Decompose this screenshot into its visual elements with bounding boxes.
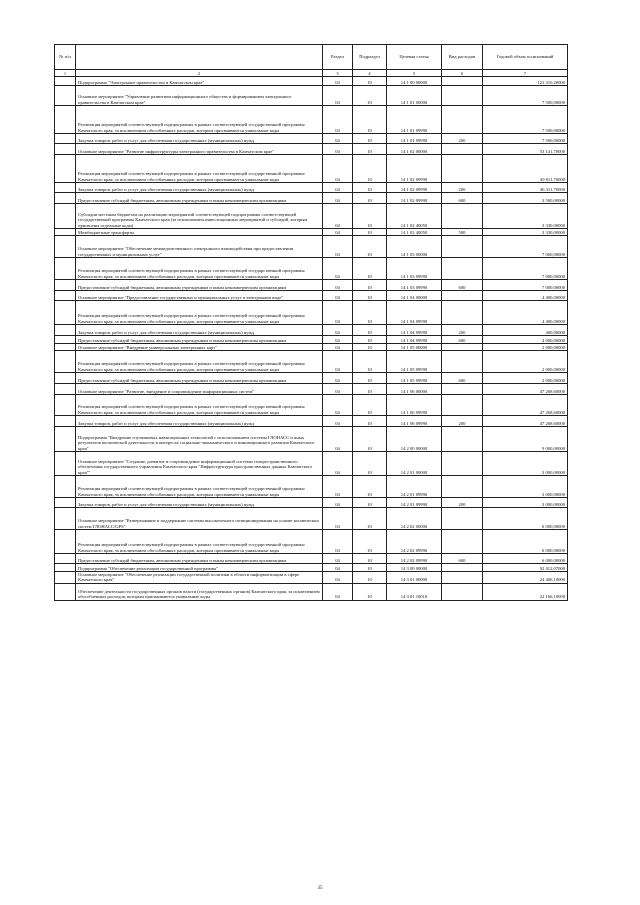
subsection-code-cell: 10 [353, 583, 387, 600]
row-number-cell [55, 106, 76, 134]
amount-cell: 3 000,00000 [483, 476, 568, 498]
expense-type-cell [442, 583, 483, 600]
expense-type-cell [442, 291, 483, 301]
expense-type-cell [442, 77, 483, 86]
amount-cell: 2 000,00000 [483, 373, 568, 384]
section-code-cell: 04 [323, 280, 353, 291]
expense-type-cell [442, 144, 483, 155]
table-body [55, 77, 568, 601]
amount-cell: 47 268,60000 [483, 395, 568, 416]
column-number: 3 [323, 70, 353, 77]
subsection-code-cell: 10 [353, 384, 387, 395]
subsection-code-cell: 10 [353, 280, 387, 291]
row-number-cell [55, 77, 76, 86]
header-amount: Годовой объем ассигнований [483, 45, 568, 70]
table-row [55, 77, 568, 86]
target-article-cell: 14 2 02 09990 [387, 554, 442, 564]
table-row [55, 427, 568, 452]
section-code-cell: 04 [323, 258, 353, 280]
expense-type-cell [442, 452, 483, 476]
item-name-cell: Предоставление субсидий бюджетным, автономным учреждениям и иным некоммерческим организациям [76, 193, 323, 204]
table-row [55, 336, 568, 344]
amount-cell: 6 000,00000 [483, 554, 568, 564]
target-article-cell: 14 1 02 09990 [387, 193, 442, 204]
column-number: 1 [55, 70, 76, 77]
column-number: 2 [76, 70, 323, 77]
amount-cell: 2 000,00000 [483, 351, 568, 373]
expense-type-cell [442, 427, 483, 452]
item-name-cell: Основное мероприятие "Управление развитием информационного общества и формированием электронного правительства в Камчатском крае" [76, 86, 323, 106]
expense-type-cell: 200 [442, 416, 483, 427]
table-row [55, 301, 568, 325]
subsection-code-cell: 10 [353, 452, 387, 476]
expense-type-cell [442, 384, 483, 395]
subsection-code-cell: 10 [353, 106, 387, 134]
row-number-cell [55, 204, 76, 229]
row-number-cell [55, 325, 76, 336]
item-name-cell: Реализация мероприятий соответствующей подпрограммы в рамках соответствующей государственной программы Камчатского края, за исключением обособленных расходов, которым присваиваются уникальные коды [76, 395, 323, 416]
expense-type-cell [442, 301, 483, 325]
table-row [55, 106, 568, 134]
section-code-cell: 04 [323, 86, 353, 106]
amount-cell: 49 811,70000 [483, 155, 568, 183]
item-name-cell: Предоставление субсидий бюджетным, автономным учреждениям и иным некоммерческим организациям [76, 336, 323, 344]
subsection-code-cell: 10 [353, 530, 387, 554]
table-row [55, 498, 568, 508]
item-name-cell: Закупка товаров, работ и услуг для обеспечения государственных (муниципальных) нужд [76, 325, 323, 336]
header-target-article: Целевая статья [387, 45, 442, 70]
item-name-cell: Реализация мероприятий соответствующей подпрограммы в рамках соответствующей государственной программы Камчатского края, за исключением обособленных расходов, которым присваиваются уникальные коды [76, 301, 323, 325]
table-header-row [55, 45, 568, 70]
subsection-code-cell: 10 [353, 416, 387, 427]
subsection-code-cell: 10 [353, 325, 387, 336]
target-article-cell: 14 2 00 00000 [387, 427, 442, 452]
expense-type-cell [442, 344, 483, 351]
row-number-cell [55, 508, 76, 530]
table-row [55, 395, 568, 416]
item-name-cell: Субсидии местным бюджетам на реализацию мероприятий соответствующей подпрограммы соответствующей государственной программы Камчатского края (за исключением инвестиционных мероприятий и субсидий, которым присвоены отдельные коды) [76, 204, 323, 229]
subsection-code-cell: 10 [353, 572, 387, 584]
section-code-cell: 04 [323, 476, 353, 498]
header-razdel: Раздел [323, 45, 353, 70]
column-number: 7 [483, 70, 568, 77]
table-row [55, 258, 568, 280]
expense-type-cell: 600 [442, 554, 483, 564]
row-number-cell [55, 183, 76, 193]
column-number-row [55, 70, 568, 77]
item-name-cell: Предоставление субсидий бюджетным, автономным учреждениям и иным некоммерческим организациям [76, 554, 323, 564]
table-row [55, 476, 568, 498]
expense-type-cell [442, 530, 483, 554]
row-number-cell [55, 291, 76, 301]
expense-type-cell: 600 [442, 336, 483, 344]
target-article-cell: 14 3 01 00000 [387, 572, 442, 584]
table-row [55, 416, 568, 427]
expense-type-cell [442, 236, 483, 258]
row-number-cell [55, 554, 76, 564]
amount-cell: 92 412,07000 [483, 564, 568, 572]
target-article-cell: 14 1 02 40050 [387, 229, 442, 236]
expense-type-cell [442, 204, 483, 229]
item-name-cell: Основное мероприятие "Развитие, внедрение и сопровождение информационных систем" [76, 384, 323, 395]
subsection-code-cell: 10 [353, 183, 387, 193]
target-article-cell: 14 1 01 09990 [387, 106, 442, 134]
target-article-cell: 14 1 01 00000 [387, 86, 442, 106]
table-row [55, 373, 568, 384]
section-code-cell: 04 [323, 204, 353, 229]
section-code-cell: 04 [323, 134, 353, 144]
amount-cell: 3 000,00000 [483, 452, 568, 476]
budget-table [54, 44, 568, 601]
amount-cell: 7 500,00000 [483, 86, 568, 106]
row-number-cell [55, 373, 76, 384]
section-code-cell: 04 [323, 395, 353, 416]
row-number-cell [55, 134, 76, 144]
target-article-cell: 14 1 04 09990 [387, 301, 442, 325]
table-row [55, 554, 568, 564]
amount-cell: 4 000,00000 [483, 336, 568, 344]
target-article-cell: 14 3 01 10010 [387, 583, 442, 600]
expense-type-cell: 200 [442, 183, 483, 193]
subsection-code-cell: 10 [353, 77, 387, 86]
target-article-cell: 14 2 02 09990 [387, 530, 442, 554]
row-number-cell [55, 351, 76, 373]
subsection-code-cell: 10 [353, 229, 387, 236]
section-code-cell: 04 [323, 427, 353, 452]
section-code-cell: 04 [323, 351, 353, 373]
row-number-cell [55, 583, 76, 600]
expense-type-cell [442, 106, 483, 134]
amount-cell: 9 000,00000 [483, 427, 568, 452]
target-article-cell: 14 2 01 09990 [387, 498, 442, 508]
expense-type-cell: 500 [442, 229, 483, 236]
target-article-cell: 14 1 06 00000 [387, 384, 442, 395]
header-name [76, 45, 323, 70]
item-name-cell: Подпрограмма "Электронное правительство в Камчатском крае" [76, 77, 323, 86]
row-number-cell [55, 336, 76, 344]
column-number: 5 [387, 70, 442, 77]
expense-type-cell: 200 [442, 498, 483, 508]
section-code-cell: 04 [323, 155, 353, 183]
target-article-cell: 14 1 02 09990 [387, 183, 442, 193]
amount-cell: 7 000,00000 [483, 258, 568, 280]
row-number-cell [55, 395, 76, 416]
item-name-cell: Реализация мероприятий соответствующей подпрограммы в рамках соответствующей государственной программы Камчатского края, за исключением обособленных расходов, которым присваиваются уникальные коды [76, 530, 323, 554]
table-row [55, 583, 568, 600]
target-article-cell: 14 1 01 09990 [387, 134, 442, 144]
amount-cell: 7 500,00000 [483, 106, 568, 134]
expense-type-cell: 200 [442, 134, 483, 144]
item-name-cell: Основное мероприятие "Обеспечение межведомственного электронного взаимодействия при предоставлении государственных и муниципальных услуг" [76, 236, 323, 258]
subsection-code-cell: 10 [353, 86, 387, 106]
column-number: 6 [442, 70, 483, 77]
item-name-cell: Основное мероприятие "Обеспечение реализации государственной политики в области информатизации в сфере Камчатского края" [76, 572, 323, 584]
amount-cell: 4 400,00000 [483, 301, 568, 325]
subsection-code-cell: 10 [353, 476, 387, 498]
row-number-cell [55, 301, 76, 325]
table-row [55, 384, 568, 395]
table-row [55, 572, 568, 584]
amount-cell: 121 310,20000 [483, 77, 568, 86]
item-name-cell: Основное мероприятие "Создание, развитие и сопровождение информационной системы геопространственного обеспечения государственного управления Камчатского края "Инфраструктура пространственных данных Камчатского края"" [76, 452, 323, 476]
section-code-cell: 04 [323, 452, 353, 476]
row-number-cell [55, 86, 76, 106]
section-code-cell: 04 [323, 291, 353, 301]
table-row [55, 155, 568, 183]
subsection-code-cell: 10 [353, 373, 387, 384]
section-code-cell: 04 [323, 583, 353, 600]
section-code-cell: 04 [323, 344, 353, 351]
row-number-cell [55, 144, 76, 155]
expense-type-cell [442, 508, 483, 530]
row-number-cell [55, 452, 76, 476]
item-name-cell: Реализация мероприятий соответствующей подпрограммы в рамках соответствующей государственной программы Камчатского края, за исключением обособленных расходов, которым присваиваются уникальные коды [76, 258, 323, 280]
expense-type-cell: 600 [442, 373, 483, 384]
table-row [55, 351, 568, 373]
item-name-cell: Закупка товаров, работ и услуг для обеспечения государственных (муниципальных) нужд [76, 498, 323, 508]
table-row [55, 530, 568, 554]
amount-cell: 7 000,00000 [483, 236, 568, 258]
target-article-cell: 14 1 02 09990 [387, 155, 442, 183]
expense-type-cell: 600 [442, 193, 483, 204]
subsection-code-cell: 10 [353, 301, 387, 325]
section-code-cell: 04 [323, 301, 353, 325]
section-code-cell: 04 [323, 554, 353, 564]
section-code-cell: 04 [323, 106, 353, 134]
subsection-code-cell: 10 [353, 351, 387, 373]
amount-cell: 3 330,00000 [483, 229, 568, 236]
expense-type-cell: 200 [442, 325, 483, 336]
row-number-cell [55, 258, 76, 280]
header-num: № п/п [55, 45, 76, 70]
amount-cell: 53 141,70000 [483, 144, 568, 155]
item-name-cell: Закупка товаров, работ и услуг для обеспечения государственных (муниципальных) нужд [76, 183, 323, 193]
amount-cell: 6 000,00000 [483, 530, 568, 554]
section-code-cell: 04 [323, 77, 353, 86]
item-name-cell: Предоставление субсидий бюджетным, автономным учреждениям и иным некоммерческим организациям [76, 280, 323, 291]
subsection-code-cell: 10 [353, 395, 387, 416]
table-row [55, 183, 568, 193]
row-number-cell [55, 384, 76, 395]
target-article-cell: 14 1 06 09990 [387, 395, 442, 416]
header-podrazdel: Подраздел [353, 45, 387, 70]
target-article-cell: 14 2 01 00000 [387, 452, 442, 476]
item-name-cell: Подпрограмма "Обеспечение реализации государственной программы" [76, 564, 323, 572]
item-name-cell: Обеспечение деятельности государственных органов власти (государственных органов) Камчатского края, за исключением обособленных расходов, которым присваиваются уникальные коды. [76, 583, 323, 600]
target-article-cell: 14 1 05 00000 [387, 344, 442, 351]
subsection-code-cell: 10 [353, 344, 387, 351]
row-number-cell [55, 229, 76, 236]
item-name-cell: Реализация мероприятий соответствующей подпрограммы в рамках соответствующей государственной программы Камчатского края, за исключением обособленных расходов, которым присваиваются уникальные коды [76, 155, 323, 183]
section-code-cell: 04 [323, 416, 353, 427]
subsection-code-cell: 10 [353, 554, 387, 564]
amount-cell: 6 000,00000 [483, 508, 568, 530]
table-row [55, 508, 568, 530]
target-article-cell: 14 1 02 00000 [387, 144, 442, 155]
item-name-cell: Реализация мероприятий соответствующей подпрограммы в рамках соответствующей государственной программы Камчатского края, за исключением обособленных расходов, которым присваиваются уникальные коды [76, 106, 323, 134]
item-name-cell: Реализация мероприятий соответствующей подпрограммы в рамках соответствующей государственной программы Камчатского края, за исключением обособленных расходов, которым присваиваются уникальные коды [76, 476, 323, 498]
item-name-cell: Основное мероприятие "Развитие инфраструктуры электронного правительства в Камчатском крае" [76, 144, 323, 155]
target-article-cell: 14 1 00 00000 [387, 77, 442, 86]
subsection-code-cell: 10 [353, 236, 387, 258]
subsection-code-cell: 10 [353, 564, 387, 572]
expense-type-cell [442, 572, 483, 584]
expense-type-cell [442, 564, 483, 572]
row-number-cell [55, 564, 76, 572]
item-name-cell: Межбюджетные трансферты [76, 229, 323, 236]
amount-cell: 7 000,00000 [483, 280, 568, 291]
expense-type-cell: 600 [442, 280, 483, 291]
subsection-code-cell: 10 [353, 155, 387, 183]
amount-cell: 3 500,00000 [483, 193, 568, 204]
table-row [55, 193, 568, 204]
table-row [55, 204, 568, 229]
amount-cell: 4 400,00000 [483, 291, 568, 301]
row-number-cell [55, 193, 76, 204]
section-code-cell: 04 [323, 236, 353, 258]
section-code-cell: 04 [323, 144, 353, 155]
target-article-cell: 14 2 01 09990 [387, 476, 442, 498]
header-expense-type: Вид расходов [442, 45, 483, 70]
subsection-code-cell: 10 [353, 508, 387, 530]
section-code-cell: 04 [323, 530, 353, 554]
section-code-cell: 04 [323, 508, 353, 530]
amount-cell: 2 000,00000 [483, 344, 568, 351]
item-name-cell: Основное мероприятие "Предоставление государственных и муниципальных услуг в электронном виде" [76, 291, 323, 301]
subsection-code-cell: 10 [353, 144, 387, 155]
table-row [55, 291, 568, 301]
table-row [55, 134, 568, 144]
item-name-cell: Подпрограмма "Внедрение спутниковых навигационных технологий с использованием системы ГЛОНАСС и иных результатов космической деятельности в интересах социально-экономического и инновационного развития Камчатского края" [76, 427, 323, 452]
table-row [55, 564, 568, 572]
table-row [55, 325, 568, 336]
target-article-cell: 14 1 04 09990 [387, 325, 442, 336]
target-article-cell: 14 1 02 40050 [387, 204, 442, 229]
section-code-cell: 04 [323, 373, 353, 384]
section-code-cell: 04 [323, 572, 353, 584]
row-number-cell [55, 416, 76, 427]
amount-cell: 3 330,00000 [483, 204, 568, 229]
section-code-cell: 04 [323, 384, 353, 395]
row-number-cell [55, 344, 76, 351]
subsection-code-cell: 10 [353, 258, 387, 280]
item-name-cell: Закупка товаров, работ и услуг для обеспечения государственных (муниципальных) нужд [76, 416, 323, 427]
target-article-cell: 14 1 06 09990 [387, 416, 442, 427]
row-number-cell [55, 530, 76, 554]
column-number: 4 [353, 70, 387, 77]
section-code-cell: 04 [323, 183, 353, 193]
subsection-code-cell: 10 [353, 193, 387, 204]
expense-type-cell [442, 476, 483, 498]
target-article-cell: 14 1 03 00000 [387, 236, 442, 258]
target-article-cell: 14 1 05 09990 [387, 373, 442, 384]
page-number: 35 [317, 886, 323, 891]
table-row [55, 452, 568, 476]
row-number-cell [55, 572, 76, 584]
row-number-cell [55, 236, 76, 258]
row-number-cell [55, 280, 76, 291]
amount-cell: 3 000,00000 [483, 498, 568, 508]
subsection-code-cell: 10 [353, 427, 387, 452]
item-name-cell: Закупка товаров, работ и услуг для обеспечения государственных (муниципальных) нужд [76, 134, 323, 144]
section-code-cell: 04 [323, 325, 353, 336]
table-row [55, 144, 568, 155]
target-article-cell: 14 1 04 09990 [387, 336, 442, 344]
amount-cell: 47 268,60000 [483, 384, 568, 395]
amount-cell: 24 406,10000 [483, 572, 568, 584]
expense-type-cell [442, 86, 483, 106]
item-name-cell: Основное мероприятие "Развертывание и поддержание системы высокоточного позиционирования на основе космических систем ГЛОНАСС/GPS" [76, 508, 323, 530]
row-number-cell [55, 498, 76, 508]
amount-cell: 46 311,70000 [483, 183, 568, 193]
table-row [55, 344, 568, 351]
expense-type-cell [442, 395, 483, 416]
table-row [55, 229, 568, 236]
item-name-cell: Предоставление субсидий бюджетным, автономным учреждениям и иным некоммерческим организациям [76, 373, 323, 384]
subsection-code-cell: 10 [353, 134, 387, 144]
subsection-code-cell: 10 [353, 498, 387, 508]
table-row [55, 86, 568, 106]
section-code-cell: 04 [323, 336, 353, 344]
section-code-cell: 04 [323, 564, 353, 572]
row-number-cell [55, 427, 76, 452]
section-code-cell: 04 [323, 193, 353, 204]
amount-cell: 47 268,60000 [483, 416, 568, 427]
amount-cell: 400,00000 [483, 325, 568, 336]
item-name-cell: Реализация мероприятий соответствующей подпрограммы в рамках соответствующей государственной программы Камчатского края, за исключением обособленных расходов, которым присваиваются уникальные коды [76, 351, 323, 373]
amount-cell: 22 166,10000 [483, 583, 568, 600]
target-article-cell: 14 1 05 09990 [387, 351, 442, 373]
row-number-cell [55, 155, 76, 183]
target-article-cell: 14 1 03 09990 [387, 280, 442, 291]
expense-type-cell [442, 258, 483, 280]
table-row [55, 236, 568, 258]
item-name-cell: Основное мероприятие "Внедрение универсальных электронных карт" [76, 344, 323, 351]
subsection-code-cell: 10 [353, 291, 387, 301]
target-article-cell: 14 1 03 09990 [387, 258, 442, 280]
target-article-cell: 14 3 00 00000 [387, 564, 442, 572]
expense-type-cell [442, 351, 483, 373]
row-number-cell [55, 476, 76, 498]
target-article-cell: 14 2 02 00000 [387, 508, 442, 530]
expense-type-cell [442, 155, 483, 183]
subsection-code-cell: 10 [353, 336, 387, 344]
subsection-code-cell: 10 [353, 204, 387, 229]
section-code-cell: 04 [323, 229, 353, 236]
target-article-cell: 14 1 04 00000 [387, 291, 442, 301]
section-code-cell: 04 [323, 498, 353, 508]
amount-cell: 7 500,00000 [483, 134, 568, 144]
table-row [55, 280, 568, 291]
